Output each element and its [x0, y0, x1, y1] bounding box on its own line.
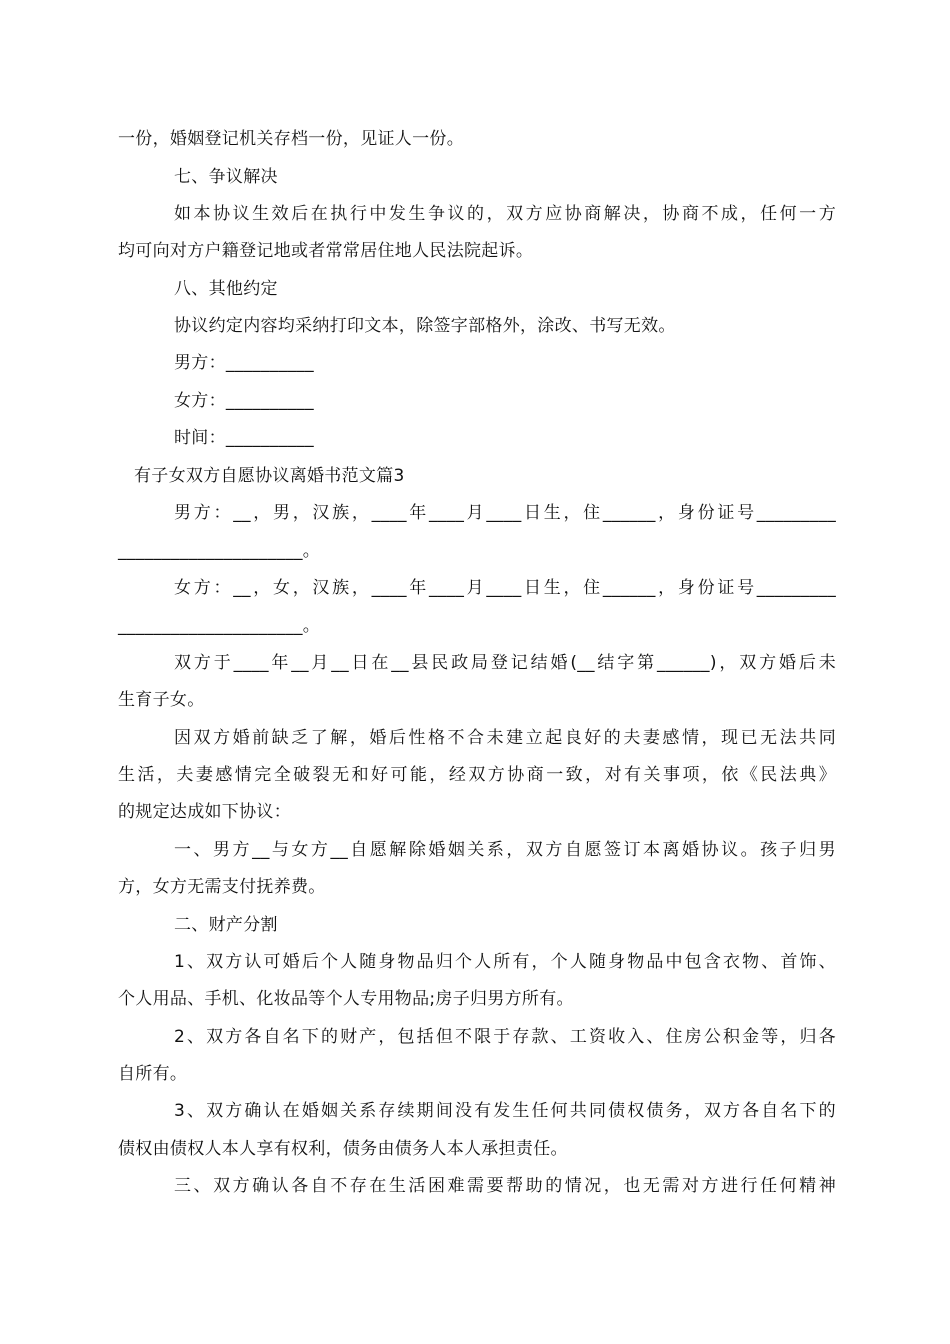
paragraph-line: 协议约定内容均采纳打印文本，除签字部格外，涂改、书写无效。 — [174, 316, 676, 336]
paragraph-line: 一、男方__与女方__自愿解除婚姻关系，双方自愿签订本离婚协议。孩子归男 — [174, 840, 836, 860]
signature-line-date: 时间：__________ — [174, 428, 314, 448]
document-title: 有子女双方自愿协议离婚书范文篇3 — [134, 466, 405, 486]
paragraph-line: 2、双方各自名下的财产，包括但不限于存款、工资收入、住房公积金等，归各 — [174, 1027, 836, 1047]
section-heading: 七、争议解决 — [174, 167, 278, 187]
section-heading: 二、财产分割 — [174, 915, 278, 935]
paragraph-line: _____________________。 — [118, 616, 321, 636]
paragraph-line: 自所有。 — [118, 1064, 188, 1084]
paragraph-line: 如本协议生效后在执行中发生争议的，双方应协商解决，协商不成，任何一方 — [174, 204, 836, 224]
paragraph-line: 女方：__，女，汉族，____年____月____日生，住______，身份证号_________ — [174, 578, 836, 598]
paragraph-line: 生育子女。 — [118, 690, 205, 710]
paragraph-line: 双方于____年__月__日在__县民政局登记结婚(__结字第______)，双方婚后未 — [174, 653, 836, 673]
signature-line-female: 女方：__________ — [174, 391, 314, 411]
paragraph-line: 均可向对方户籍登记地或者常常居住地人民法院起诉。 — [118, 241, 534, 261]
paragraph-line: 一份，婚姻登记机关存档一份，见证人一份。 — [118, 129, 464, 149]
paragraph-line: _____________________。 — [118, 541, 321, 561]
paragraph-line: 3、双方确认在婚姻关系存续期间没有发生任何共同债权债务，双方各自名下的 — [174, 1101, 836, 1121]
paragraph-line: 个人用品、手机、化妆品等个人专用物品;房子归男方所有。 — [118, 989, 574, 1009]
paragraph-line: 方，女方无需支付抚养费。 — [118, 877, 326, 897]
paragraph-line: 的规定达成如下协议： — [118, 802, 291, 822]
paragraph-line: 生活，夫妻感情完全破裂无和好可能，经双方协商一致，对有关事项，依《民法典》 — [118, 765, 836, 785]
paragraph-line: 男方：__，男，汉族，____年____月____日生，住______，身份证号_________ — [174, 503, 836, 523]
section-heading: 八、其他约定 — [174, 279, 278, 299]
paragraph-line: 1、双方认可婚后个人随身物品归个人所有，个人随身物品中包含衣物、首饰、 — [174, 952, 836, 972]
paragraph-line: 债权由债权人本人享有权利，债务由债务人本人承担责任。 — [118, 1139, 568, 1159]
paragraph-line: 三、双方确认各自不存在生活困难需要帮助的情况，也无需对方进行任何精神 — [174, 1176, 836, 1196]
signature-line-male: 男方：__________ — [174, 353, 314, 373]
paragraph-line: 因双方婚前缺乏了解，婚后性格不合未建立起良好的夫妻感情，现已无法共同 — [174, 728, 836, 748]
